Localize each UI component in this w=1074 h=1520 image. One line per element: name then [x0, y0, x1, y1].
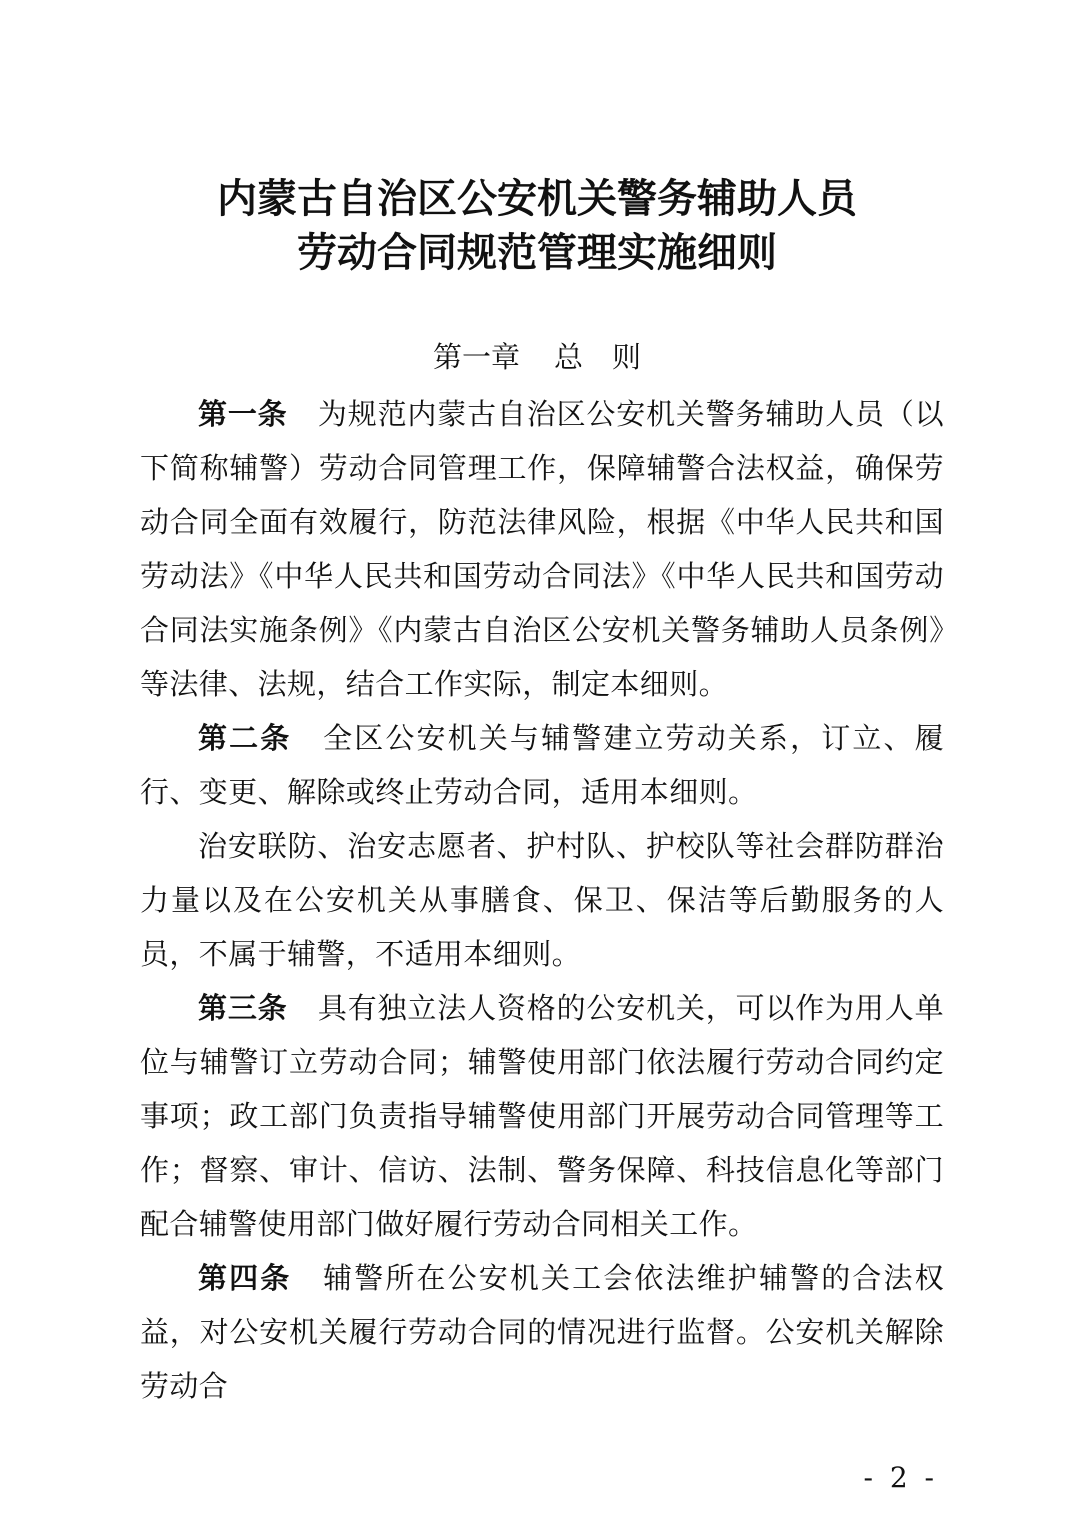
chapter-name: 总 则 [554, 340, 642, 374]
article-text: 全区公安机关与辅警建立劳动关系，订立、履行、变更、解除或终止劳动合同，适用本细则。 [140, 721, 944, 809]
document-body [140, 387, 944, 1413]
article-label: 第四条 [198, 1261, 292, 1295]
article-text: 辅警所在公安机关工会依法维护辅警的合法权益，对公安机关履行劳动合同的情况进行监督。公安机关解除劳动合 [140, 1261, 944, 1403]
article-2 [140, 711, 944, 819]
article-text: 治安联防、治安志愿者、护村队、护校队等社会群防群治力量以及在公安机关从事膳食、保卫、保洁等后勤服务的人员，不属于辅警，不适用本细则。 [140, 829, 944, 971]
article-label: 第一条 [198, 397, 288, 431]
document-title-line-1: 内蒙古自治区公安机关警务辅助人员 [217, 176, 857, 222]
article-3 [140, 981, 944, 1251]
article-1 [140, 387, 944, 711]
article-2-paragraph-2 [140, 819, 944, 981]
article-label: 第三条 [198, 991, 288, 1025]
document-title-line-2: 劳动合同规范管理实施细则 [297, 230, 777, 276]
article-text: 为规范内蒙古自治区公安机关警务辅助人员（以下简称辅警）劳动合同管理工作，保障辅警合法权益，确保劳动合同全面有效履行，防范法律风险，根据《中华人民共和国劳动法》《中华人民共和国劳动合同法》《中华人民共和国劳动合同法实施条例》《内蒙古自治区公安机关警务辅助人员条例》等法律、法规，结合工作实际，制定本细则。 [140, 397, 944, 701]
chapter-number: 第一章 [432, 340, 520, 374]
article-text: 具有独立法人资格的公安机关，可以作为用人单位与辅警订立劳动合同；辅警使用部门依法履行劳动合同约定事项；政工部门负责指导辅警使用部门开展劳动合同管理等工作；督察、审计、信访、法制、警务保障、科技信息化等部门配合辅警使用部门做好履行劳动合同相关工作。 [140, 991, 944, 1241]
page-number: - 2 - [863, 1461, 938, 1494]
chapter-heading [0, 335, 1074, 379]
article-4 [140, 1251, 944, 1413]
article-label: 第二条 [198, 721, 292, 755]
